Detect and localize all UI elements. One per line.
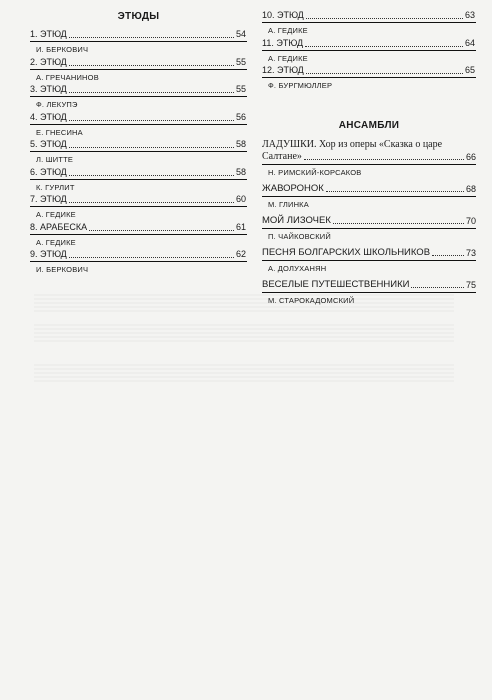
ensembles-section-title: АНСАМБЛИ [338,119,400,131]
entry-author: А. ГЕДИКЕ [268,53,308,63]
entry-page: 66 [465,151,476,162]
dot-leader [69,119,234,121]
entry-rule [262,77,476,78]
entry-page: 55 [235,84,246,94]
entry-page: 63 [464,10,475,20]
entry-author: А. ГЕДИКЕ [36,210,76,219]
entry-title: 7. ЭТЮД [30,194,67,204]
dot-leader [69,36,234,38]
dot-leader [69,146,234,148]
entry-page: 75 [465,279,476,290]
toc-entry[interactable] [262,38,476,66]
entry-title: ПЕСНЯ БОЛГАРСКИХ ШКОЛЬНИКОВ [262,246,431,258]
dot-leader [69,64,234,66]
entry-title: 11. ЭТЮД [262,37,304,48]
entry-rule [262,228,476,229]
entry-title: 5. ЭТЮД [30,139,67,149]
toc-entry[interactable] [262,10,476,38]
entry-page: 62 [235,249,246,259]
entry-rule [262,292,476,293]
toc-entry[interactable] [262,215,476,242]
entry-title: 1. ЭТЮД [30,29,67,39]
entry-author: А. ГРЕЧАНИНОВ [36,72,99,82]
entry-rule [262,196,476,197]
toc-entry[interactable] [30,222,247,250]
entry-author: Н. РИМСКИЙ-КОРСАКОВ [268,167,362,177]
toc-entry[interactable] [262,139,476,178]
entry-title: 9. ЭТЮД [30,249,67,259]
entry-title-line: ЛАДУШКИ. Хор из оперы «Сказка о царе [262,138,443,150]
entry-title: 4. ЭТЮД [30,111,67,122]
toc-entry[interactable] [262,247,476,274]
entry-rule [30,96,247,97]
entry-author: К. ГУРЛИТ [36,182,75,192]
entry-rule [262,260,476,261]
entry-title: 12. ЭТЮД [262,65,304,75]
entry-title-line: Салтане» [262,150,302,162]
entry-title: ЖАВОРОНОК [262,182,324,194]
dot-leader [305,45,463,47]
dot-leader [69,256,234,258]
dot-leader [304,158,464,160]
entry-author: Е. ГНЕСИНА [36,127,83,137]
entry-author: Ф. ЛЕКУПЭ [36,100,78,109]
toc-entry[interactable] [30,84,247,112]
entry-page: 58 [235,139,246,149]
dot-leader [326,190,464,192]
entry-title: 2. ЭТЮД [30,56,67,67]
entry-rule [30,234,247,235]
entry-title: 6. ЭТЮД [30,166,67,177]
entry-rule [262,50,476,51]
entry-author: И. БЕРКОВИЧ [36,265,89,274]
entry-rule [262,164,476,165]
entry-rule [262,22,476,23]
entry-title: 8. АРАБЕСКА [30,221,88,232]
dot-leader [333,222,464,224]
entry-page: 65 [464,65,475,75]
entry-title: ВЕСЕЛЫЕ ПУТЕШЕСТВЕННИКИ [262,278,410,290]
entry-author: А. ГЕДИКЕ [36,237,76,247]
entry-rule [30,261,247,262]
toc-entry[interactable] [30,194,247,222]
toc-entry[interactable] [262,279,476,306]
entry-rule [30,124,247,125]
entry-page: 55 [235,56,246,67]
dot-leader [432,254,464,256]
entry-author: Ф. БУРГМЮЛЛЕР [268,81,333,90]
entry-title: 3. ЭТЮД [30,84,67,94]
toc-entry[interactable] [30,167,247,195]
entry-page: 73 [465,247,476,258]
entry-rule [30,151,247,152]
dot-leader [306,72,463,74]
etudes-section-title: ЭТЮДЫ [117,11,160,22]
entry-page: 56 [235,111,246,122]
entry-author: М. ГЛИНКА [268,199,309,209]
entry-page: 68 [465,183,476,194]
entry-author: М. СТАРОКАДОМСКИЙ [268,295,355,305]
entry-rule [30,41,247,42]
entry-page: 60 [235,194,246,204]
entry-title: МОЙ ЛИЗОЧЕК [262,214,331,226]
entry-author: П. ЧАЙКОВСКИЙ [268,231,331,241]
toc-entry[interactable] [30,29,247,57]
toc-entry[interactable] [262,65,476,93]
dot-leader [69,201,234,203]
entry-page: 58 [235,166,246,177]
entry-rule [30,69,247,70]
dot-leader [411,286,464,288]
toc-entry[interactable] [30,249,247,277]
entry-page: 61 [235,221,246,232]
etudes-column [30,10,247,277]
entry-page: 64 [464,37,475,48]
entry-title: 10. ЭТЮД [262,10,304,20]
entry-rule [30,179,247,180]
toc-entry[interactable] [30,57,247,85]
entry-page: 54 [235,29,246,39]
dot-leader [69,174,234,176]
entry-author: А. ДОЛУХАНЯН [268,263,327,273]
dot-leader [69,91,234,93]
entry-author: И. БЕРКОВИЧ [36,45,89,54]
dot-leader [89,229,234,231]
entry-page: 70 [465,215,476,226]
toc-entry[interactable] [30,112,247,140]
entry-author: А. ГЕДИКЕ [268,26,308,35]
entry-rule [30,206,247,207]
right-column [262,10,476,311]
toc-entry[interactable] [262,183,476,210]
dot-leader [306,17,463,19]
entry-author: Л. ШИТТЕ [36,155,74,164]
toc-entry[interactable] [30,139,247,167]
